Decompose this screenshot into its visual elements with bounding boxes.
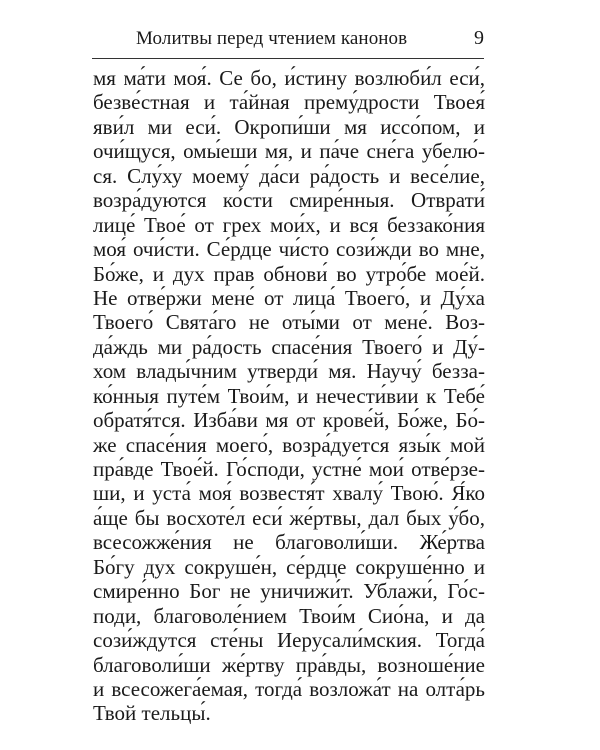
- running-header: [92, 20, 484, 59]
- text-line: ши, и уста́ моя́ возвестя́т хвалу́ Твою́. Я́ко: [93, 481, 485, 506]
- text-line: хом влады́чним утверди́ мя. Научу́ безза-: [93, 359, 485, 384]
- prayer-text: [93, 66, 485, 726]
- text-line: всесожже́ния не благоволи́ши. Же́ртва: [93, 530, 485, 555]
- text-line: возра́дуются ко́сти смире́нныя. Отврати́: [93, 188, 485, 213]
- text-line: лице́ Твое́ от грех мои́х, и вся беззако́ния: [93, 212, 485, 237]
- text-line: обратя́тся. Изба́ви мя от крове́й, Бо́же, Бо́-: [93, 408, 485, 433]
- text-line: смире́нно Бог не уничижи́т. Ублажи́, Го́с-: [93, 579, 485, 604]
- text-line: мя ма́ти моя́. Се бо, и́стину возлюби́л еси́,: [93, 66, 485, 90]
- text-line: ся. Слу́ху моему́ да́си ра́дость и весе́лие,: [93, 163, 485, 188]
- text-line: ко́нныя путе́м Твои́м, и нечести́вии к Тебе́: [93, 383, 485, 408]
- text-line: же спасе́ния моего́, возра́дуется язы́к мой: [93, 432, 485, 457]
- text-line: пра́вде Твое́й. Го́споди, устне́ мои́ отве́рзе-: [93, 457, 485, 481]
- text-line: и всесожега́емая, тогда́ возложа́т на олта́рь: [93, 676, 485, 701]
- text-line: благоволи́ши же́ртву пра́вды, возноше́ние: [93, 652, 485, 677]
- text-line: яви́л ми еси́. Окропи́ши мя иссо́пом, и: [93, 114, 485, 139]
- text-line: Твой тельцы́.: [93, 701, 211, 726]
- text-line: сози́ждутся сте́ны Иерусали́мския. Тогда́: [93, 628, 485, 653]
- text-line: Бо́же, и дух прав обнови́ во утро́бе мое́й.: [93, 261, 485, 286]
- text-line: Твоего́ Свята́го не оты́ми от мене́. Воз-: [93, 310, 485, 335]
- text-line: Не отве́ржи мене́ от лица́ Твоего́, и Ду́ха: [93, 285, 485, 310]
- text-line: очи́щуся, омы́еши мя, и па́че сне́га убелю́-: [93, 139, 485, 164]
- text-line: а́ще бы восхоте́л еси́ же́ртвы, дал бых у́бо,: [93, 505, 485, 530]
- text-line: поди, благоволе́нием Твои́м Сио́на, и да: [93, 603, 485, 628]
- running-title: Молитвы перед чтением канонов: [136, 28, 408, 49]
- text-line: да́ждь ми ра́дость спасе́ния Твоего́ и Ду́-: [93, 334, 485, 359]
- text-line: безве́стная и та́йная прему́дрости Твоея́: [93, 90, 485, 115]
- text-line: моя́ очи́сти. Се́рдце чи́сто сози́жди во мне,: [93, 237, 485, 262]
- text-line: Бо́гу дух сокруше́н, се́рдце сокруше́нно и: [93, 554, 485, 579]
- page-number: 9: [474, 27, 484, 49]
